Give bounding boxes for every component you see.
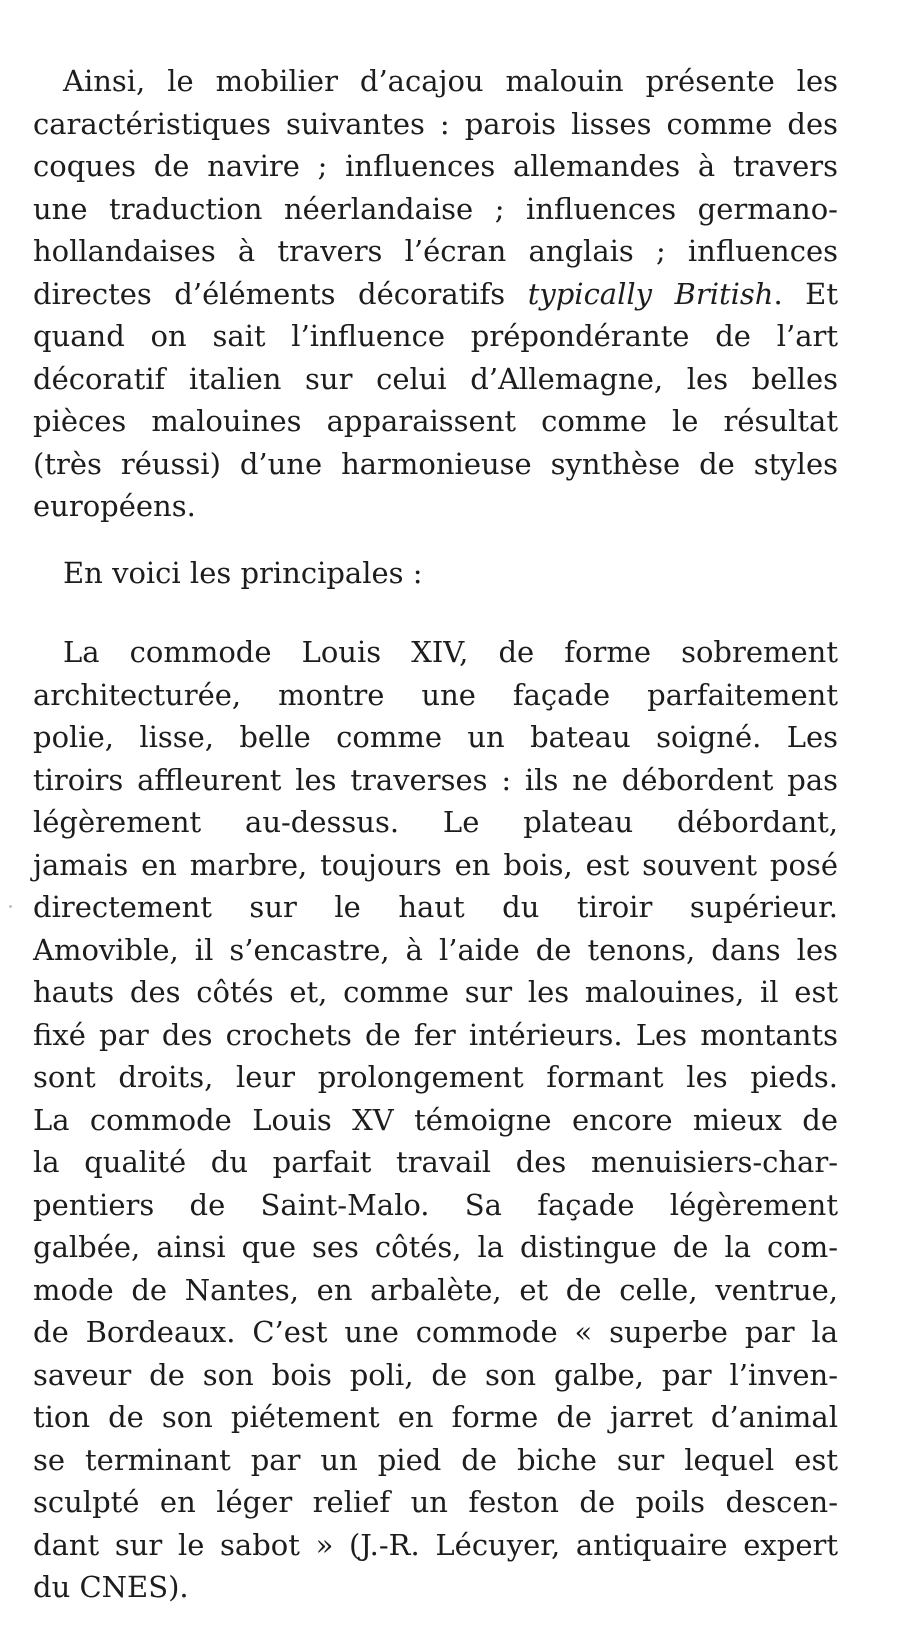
text-line: hollandaises à travers l’écran anglais ; influences xyxy=(33,234,838,268)
paragraph-acajou-malouin xyxy=(33,60,838,528)
text-line: galbée, ainsi que ses côtés, la distingue de la com- xyxy=(33,1230,838,1264)
text-line: saveur de son bois poli, de son galbe, par l’inven- xyxy=(33,1357,838,1392)
text-line: Ainsi, le mobilier d’acajou malouin présente les xyxy=(63,64,838,98)
text-line: tiroirs affleurent les traverses : ils ne débordent pas xyxy=(33,762,838,797)
text-line: se terminant par un pied de biche sur lequel est xyxy=(33,1442,838,1477)
paragraph-commodes xyxy=(33,631,838,1609)
text-line: dant sur le sabot » (J.-R. Lécuyer, antiquaire expert xyxy=(33,1527,838,1562)
text-line: La commode Louis XIV, de forme sobrement xyxy=(63,635,838,669)
text-line-with-italic xyxy=(33,273,838,316)
text-line: européens. xyxy=(33,489,196,523)
text-line: pièces malouines apparaissent comme le résultat xyxy=(33,404,838,438)
text-line: quand on sait l’influence prépondérante de l’art xyxy=(33,319,838,353)
text-line: de Bordeaux. C’est une commode « superbe par la xyxy=(33,1315,838,1349)
text-line: pentiers de Saint-Malo. Sa façade légèrement xyxy=(33,1187,838,1222)
scan-speck xyxy=(9,905,12,908)
text-line: légèrement au-dessus. Le plateau débordant, xyxy=(33,805,838,839)
text-line: hauts des côtés et, comme sur les malouines, il est xyxy=(33,975,838,1009)
text-segment: . Et xyxy=(773,276,839,311)
text-line: (très réussi) d’une harmonieuse synthèse de styles xyxy=(33,446,838,481)
text-line-with-smallcaps xyxy=(33,1566,838,1609)
italic-phrase: typically British xyxy=(527,276,774,311)
smallcaps-acronym: CNES xyxy=(79,1570,169,1604)
text-line: architecturée, montre une façade parfaitement xyxy=(33,677,838,712)
text-line: la qualité du parfait travail des menuisiers-char- xyxy=(33,1145,838,1179)
text-line: mode de Nantes, en arbalète, et de celle, ventrue, xyxy=(33,1272,838,1307)
text-line: sont droits, leur prolongement formant les pieds. xyxy=(33,1060,838,1094)
text-segment: du xyxy=(33,1570,80,1604)
text-line: décoratif italien sur celui d’Allemagne, les belles xyxy=(33,361,838,396)
text-line: tion de son piétement en forme de jarret d’animal xyxy=(33,1400,838,1434)
text-line: sculpté en léger relief un feston de poils descen- xyxy=(33,1485,838,1519)
text-line: Amovible, il s’encastre, à l’aide de tenons, dans les xyxy=(33,932,838,967)
paragraph-principales xyxy=(33,552,838,595)
text-line: caractéristiques suivantes : parois lisses comme des xyxy=(33,106,838,141)
text-line: jamais en marbre, toujours en bois, est souvent posé xyxy=(33,847,838,882)
text-line: coques de navire ; influences allemandes à travers xyxy=(33,149,838,183)
text-segment: ). xyxy=(168,1570,189,1604)
text-line: polie, lisse, belle comme un bateau soigné. Les xyxy=(33,720,838,754)
text-line: En voici les principales : xyxy=(63,556,423,590)
text-line: La commode Louis XV témoigne encore mieux de xyxy=(33,1102,838,1137)
text-line: fixé par des crochets de fer intérieurs. Les montants xyxy=(33,1017,838,1052)
text-line: directement sur le haut du tiroir supérieur. xyxy=(33,890,838,924)
text-line: une traduction néerlandaise ; influences germano- xyxy=(33,191,838,226)
text-segment: directes d’éléments décoratifs xyxy=(33,276,528,311)
